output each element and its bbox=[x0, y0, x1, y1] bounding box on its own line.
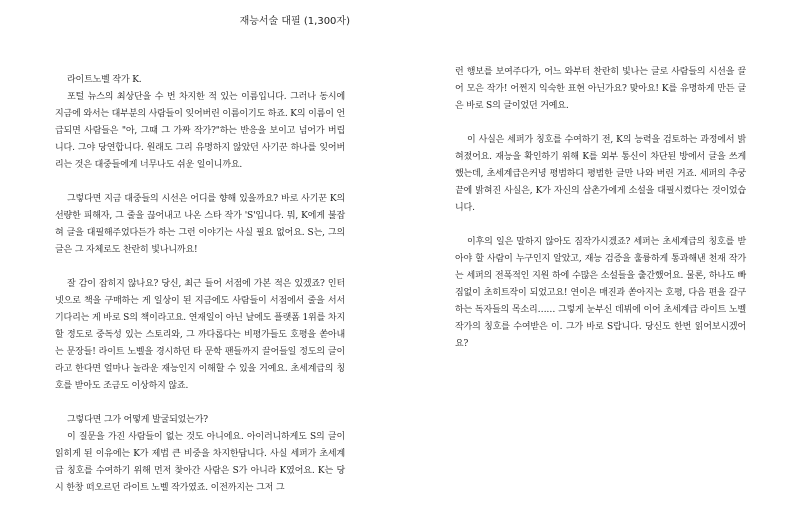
paragraph: 이후의 일은 말하지 않아도 짐작가시겠죠? 세퍼는 초세계급의 칭호를 받아야 할 사람이 누구인지 알았고, 재능 검증을 훌륭하게 통과해낸 천재 작가는 세퍼의 전폭적인 지원 하에 수많은 소설들을 출간했어요. 물론, 하나도 빠짐없이 초히트작이 되었고요! 연이은 매진과 쏟아지는 호평, 다음 편을 갈구하는 독자들의 목소리…… 그렇게 눈부신 데뷔에 이어 초세계급 라이트 노벨 작가의 칭호를 수여받은 이. 그가 바로 S랍니다. 당신도 한번 읽어보시겠어요? bbox=[455, 237, 746, 349]
paragraph: 런 행보를 보여주다가, 어느 와부터 찬란히 빛나는 글로 사람들의 시선을 끌어 모은 작가! 어쩐지 익숙한 표현 아닌가요? 맞아요! K를 유명하게 만든 글은 바로 S의 글이었던 거예요. bbox=[455, 67, 746, 111]
paragraph: 그렇다면 지금 대중들의 시선은 어디를 향해 있을까요? 바로 사기꾼 K의 선량한 피해자, 그 줄을 끊어내고 나온 스타 작가 'S'입니다. 뭐, K에게 불잡혀 글을 대필해주었다든가 하는 그런 이야기는 사실 필요 없어요. S는, 그의 글은 그 자체로도 찬란히 빛나니까요! bbox=[55, 194, 345, 255]
paragraph: 잘 감이 잡히지 않나요? 당신, 최근 들어 서점에 가본 적은 있겠죠? 인터넷으로 책을 구매하는 게 일상이 된 지금에도 사람들이 서점에서 줄을 서서 기다리는 게 바로 S의 책이라고요. 연재일이 아닌 날에도 플랫폼 1위를 차지할 정도로 중독성 있는 스토리와, 그 까다롭다는 비평가들도 호평을 쏟아내는 문장들! 라이트 노벨을 경시하던 타 문학 팬들까지 끌어들일 정도의 글이라고 한다면 얼마나 놀라운 재능인지 이해할 수 있을 거예요. 초세계급의 칭호를 받아도 조금도 이상하지 않죠. bbox=[55, 279, 345, 391]
left-column bbox=[55, 72, 345, 497]
paragraph: 포털 뉴스의 최상단을 수 번 차지한 적 있는 이름입니다. 그러나 동시에 지금에 와서는 대부분의 사람들이 잊어버린 이름이기도 하죠. K의 이름이 언급되면 사람들은 "아, 그때 그 가짜 작가?"하는 반응을 보이고 넘어가 버립니다. 그야 당연합니다. 원래도 그리 유명하지 않았던 사기꾼 하나를 잊어버리는 것은 대중들에게 너무나도 쉬운 일이니까요. bbox=[55, 92, 346, 170]
paragraph: 그렇다면 그가 어떻게 발굴되었는가? bbox=[67, 415, 208, 425]
paragraph: 이 질문을 가진 사람들이 없는 것도 아니에요. 아이러니하게도 S의 글이 읽히게 된 이유에는 K가 제법 큰 비중을 차지한답니다. 사실 세퍼가 초세계급 칭호를 수여하기 위해 먼저 찾아간 사람은 S가 아니라 K였어요. K는 당시 한창 떠오르던 라이트 노벨 작가였죠. 이전까지는 그저 그 bbox=[55, 432, 345, 493]
paragraph: 라이트노벨 작가 K. bbox=[67, 75, 142, 85]
paragraph: 이 사실은 세퍼가 칭호를 수여하기 전, K의 능력을 검토하는 과정에서 밝혀졌어요. 재능을 확인하기 위해 K를 외부 통신이 차단된 방에서 글을 쓰게 했는데, 초세계급은커녕 평범하디 평범한 글만 나와 버린 거죠. 세퍼의 추궁 끝에 밝혀진 사실은, K가 자신의 삼촌가에게 소설을 대필시켰다는 것이었습니다. bbox=[455, 135, 746, 213]
right-column bbox=[455, 64, 746, 353]
page-header-title: 재능서술 대필 (1,300자) bbox=[239, 16, 350, 27]
